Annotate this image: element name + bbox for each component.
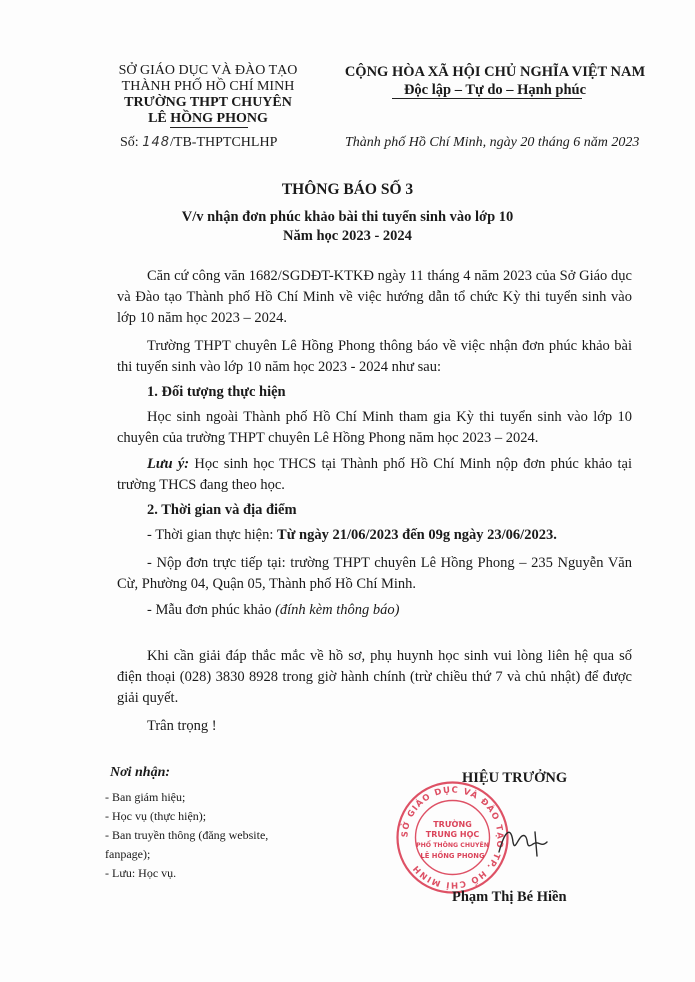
stamp-seal-graphic	[395, 780, 510, 895]
stamp-line-3: PHỔ THÔNG CHUYÊN	[416, 842, 489, 849]
national-title: CỘNG HÒA XÃ HỘI CHỦ NGHĨA VIỆT NAM	[344, 64, 646, 80]
signer-title: HIỆU TRƯỞNG	[462, 770, 568, 786]
national-header	[335, 63, 655, 99]
document-number	[120, 135, 277, 151]
recipients-list	[105, 788, 285, 883]
note-label: Lưu ý:	[147, 456, 190, 472]
time-line	[117, 525, 632, 546]
form-line	[117, 600, 632, 621]
issuer-line-3: TRƯỜNG THPT CHUYÊN	[124, 95, 292, 110]
section-heading-2: 2. Thời gian và địa điểm	[147, 502, 297, 518]
subtitle-line-1: V/v nhận đơn phúc khảo bài thi tuyển sinh vào lớp 10	[181, 209, 514, 225]
recipient-item: - Ban giám hiệu;	[105, 790, 186, 804]
recipient-item: - Lưu: Học vụ.	[105, 866, 177, 880]
body-paragraph-4: Khi cần giải đáp thắc mắc về hồ sơ, phụ huynh học sinh vui lòng liên hệ qua số điện thoại (028) 3830 8928 trong giờ hành chính (trừ chiều thứ 7 và chủ nhật) để được giải quyết.	[117, 648, 632, 706]
number-prefix: Số:	[120, 135, 139, 150]
national-motto: Độc lập – Tự do – Hạnh phúc	[403, 82, 587, 98]
issuer-line-2: THÀNH PHỐ HỒ CHÍ MINH	[121, 79, 295, 94]
body-paragraph-2: Trường THPT chuyên Lê Hồng Phong thông báo về việc nhận đơn phúc khảo bài thi tuyển sinh vào lớp 10 năm học 2023 - 2024 như sau:	[117, 338, 632, 375]
place-line: - Nộp đơn trực tiếp tại: trường THPT chuyên Lê Hồng Phong – 235 Nguyễn Văn Cừ, Phường 04, Quận 05, Thành phố Hồ Chí Minh.	[117, 555, 632, 592]
time-value: Từ ngày 21/06/2023 đến 09g ngày 23/06/2023.	[277, 527, 557, 543]
body-paragraph-3: Học sinh ngoài Thành phố Hồ Chí Minh tham gia Kỳ thi tuyển sinh vào lớp 10 chuyên của trường THPT chuyên Lê Hồng Phong năm học 2023 – 2024.	[117, 409, 632, 446]
stamp-ring-text: SỞ GIÁO DỤC VÀ ĐÀO TẠO TP. HỒ CHÍ MINH	[400, 785, 505, 890]
number-suffix: /TB-THPTCHLHP	[170, 135, 278, 150]
document-title: THÔNG BÁO SỐ 3	[281, 181, 414, 198]
official-stamp	[395, 780, 510, 895]
signer-name: Phạm Thị Bé Hiền	[452, 889, 567, 905]
form-label: - Mẫu đơn phúc khảo	[147, 602, 276, 618]
issuer-line-1: SỞ GIÁO DỤC VÀ ĐÀO TẠO	[118, 63, 298, 78]
note-paragraph	[117, 454, 632, 496]
issuer-underline	[170, 127, 248, 128]
section-heading-1: 1. Đối tượng thực hiện	[147, 384, 286, 400]
handwritten-number: 148	[142, 135, 171, 150]
issuer-line-4: LÊ HỒNG PHONG	[148, 111, 268, 126]
subtitle-line-2: Năm học 2023 - 2024	[283, 228, 412, 244]
form-note: (đính kèm thông báo)	[275, 602, 400, 618]
handwritten-signature	[495, 822, 555, 862]
recipient-item: - Học vụ (thực hiện);	[105, 809, 207, 823]
stamp-line-4: LÊ HỒNG PHONG	[420, 852, 485, 860]
stamp-line-1: TRƯỜNG	[433, 820, 472, 829]
recipient-item: - Ban truyền thông (đăng website, fanpage);	[105, 828, 269, 861]
issuer-header	[88, 63, 328, 127]
recipients-title: Nơi nhận:	[110, 765, 171, 780]
motto-underline	[392, 98, 582, 99]
body-paragraph-1: Căn cứ công văn 1682/SGDĐT-KTKĐ ngày 11 tháng 4 năm 2023 của Sở Giáo dục và Đào tạo Thành phố Hồ Chí Minh về việc hướng dẫn tổ chức Kỳ thi tuyển sinh vào lớp 10 năm học 2023 – 2024.	[117, 268, 632, 326]
closing-line: Trân trọng !	[147, 718, 217, 734]
document-date: Thành phố Hồ Chí Minh, ngày 20 tháng 6 năm 2023	[345, 135, 640, 150]
stamp-line-2: TRUNG HỌC	[425, 830, 480, 839]
note-text: Học sinh học THCS tại Thành phố Hồ Chí Minh nộp đơn phúc khảo tại trường THCS đang theo học.	[117, 456, 633, 493]
time-label: - Thời gian thực hiện:	[147, 527, 278, 543]
document-subtitle	[0, 208, 695, 246]
